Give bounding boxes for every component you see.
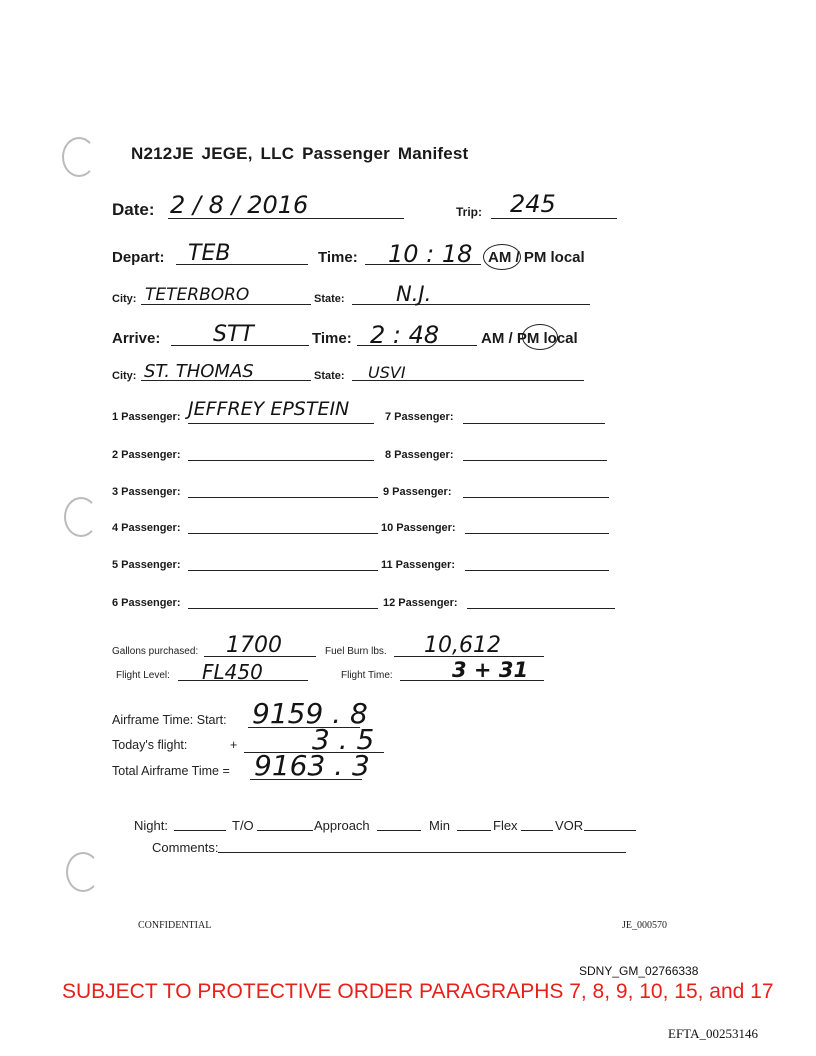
approach-label: Approach <box>314 818 370 833</box>
vor-label: VOR <box>555 818 584 833</box>
sdny-bates-number: SDNY_GM_02766338 <box>579 964 699 978</box>
passenger-4-line <box>188 533 378 534</box>
arrive-ampm: AM / PM local <box>481 330 578 347</box>
passenger-3-label: 3 Passenger: <box>112 486 181 498</box>
flex-line <box>521 830 553 831</box>
binder-hole-middle <box>64 497 98 537</box>
to-line <box>257 830 313 831</box>
airframe-start-label: Airframe Time: Start: <box>112 713 227 727</box>
efta-number: EFTA_00253146 <box>668 1026 758 1041</box>
passenger-7-line <box>463 423 605 424</box>
date-label: Date: <box>112 200 155 219</box>
binder-hole-bottom <box>66 852 100 892</box>
fuel-burn-label: Fuel Burn lbs. <box>325 646 387 657</box>
passenger-1-value: JEFFREY EPSTEIN <box>188 398 350 420</box>
fuel-burn-value: 10,612 <box>424 633 501 658</box>
min-line <box>457 830 491 831</box>
passenger-11-line <box>465 570 609 571</box>
date-value: 2 / 8 / 2016 <box>170 191 309 219</box>
passenger-1-line <box>188 423 374 424</box>
passenger-11-label: 11 Passenger: <box>381 559 455 571</box>
form-title: N212JE JEGE, LLC Passenger Manifest <box>131 144 469 163</box>
gallons-value: 1700 <box>226 633 282 658</box>
gallons-label: Gallons purchased: <box>112 646 199 657</box>
je-bates-number: JE_000570 <box>622 920 667 931</box>
depart-time-label: Time: <box>318 249 358 266</box>
arrive-state-label: State: <box>314 370 345 382</box>
comments-label: Comments: <box>152 840 219 855</box>
depart-value: TEB <box>188 241 231 266</box>
depart-label: Depart: <box>112 249 165 266</box>
flight-time-label: Flight Time: <box>341 670 393 681</box>
trip-label: Trip: <box>456 205 482 219</box>
flex-label: Flex <box>493 818 518 833</box>
comments-line <box>218 852 626 853</box>
plus-sign: + <box>230 738 238 752</box>
vor-line <box>584 830 636 831</box>
passenger-5-label: 5 Passenger: <box>112 559 181 571</box>
todays-flight-label: Today's flight: <box>112 738 188 752</box>
depart-state-line <box>352 304 590 305</box>
confidential-label: CONFIDENTIAL <box>138 920 212 931</box>
airframe-start-value: 9159 . 8 <box>252 697 368 730</box>
trip-line <box>491 218 617 219</box>
arrive-label: Arrive: <box>112 330 161 347</box>
passenger-6-line <box>188 608 378 609</box>
to-label: T/O <box>232 818 254 833</box>
night-label: Night: <box>134 818 168 833</box>
todays-flight-value: 3 . 5 <box>312 723 375 756</box>
passenger-8-line <box>463 460 607 461</box>
arrive-time-value: 2 : 48 <box>370 321 440 349</box>
flight-time-value: 3 + 31 <box>452 658 529 682</box>
passenger-12-label: 12 Passenger: <box>383 597 458 609</box>
protective-order-notice: SUBJECT TO PROTECTIVE ORDER PARAGRAPHS 7, 8, 9, 10, 15, and 17 <box>62 980 774 1003</box>
passenger-8-label: 8 Passenger: <box>385 449 454 461</box>
total-airframe-label: Total Airframe Time = <box>112 764 230 778</box>
min-label: Min <box>429 818 450 833</box>
flight-level-value: FL450 <box>202 660 263 684</box>
passenger-10-label: 10 Passenger: <box>381 522 456 534</box>
arrive-value: STT <box>213 322 254 347</box>
trip-value: 245 <box>510 190 556 218</box>
depart-time-value: 10 : 18 <box>388 240 473 268</box>
depart-ampm: AM / PM local <box>488 249 585 266</box>
passenger-2-label: 2 Passenger: <box>112 449 181 461</box>
passenger-5-line <box>188 570 378 571</box>
passenger-10-line <box>465 533 609 534</box>
approach-line <box>377 830 421 831</box>
arrive-time-label: Time: <box>312 330 352 347</box>
depart-state-label: State: <box>314 293 345 305</box>
passenger-3-line <box>188 497 378 498</box>
flight-level-label: Flight Level: <box>116 670 170 681</box>
passenger-7-label: 7 Passenger: <box>385 411 454 423</box>
total-airframe-value: 9163 . 3 <box>254 749 370 782</box>
night-line <box>174 830 226 831</box>
arrive-state-value: USVI <box>368 363 406 382</box>
arrive-city-value: ST. THOMAS <box>144 361 254 382</box>
passenger-2-line <box>188 460 374 461</box>
passenger-9-label: 9 Passenger: <box>383 486 452 498</box>
arrive-city-label: City: <box>112 370 137 382</box>
depart-city-value: TETERBORO <box>145 285 250 305</box>
passenger-9-line <box>463 497 609 498</box>
passenger-4-label: 4 Passenger: <box>112 522 181 534</box>
binder-hole-top <box>62 137 96 177</box>
depart-state-value: N.J. <box>396 282 432 306</box>
passenger-6-label: 6 Passenger: <box>112 597 181 609</box>
passenger-1-label: 1 Passenger: <box>112 411 181 423</box>
passenger-12-line <box>467 608 615 609</box>
depart-city-label: City: <box>112 293 137 305</box>
